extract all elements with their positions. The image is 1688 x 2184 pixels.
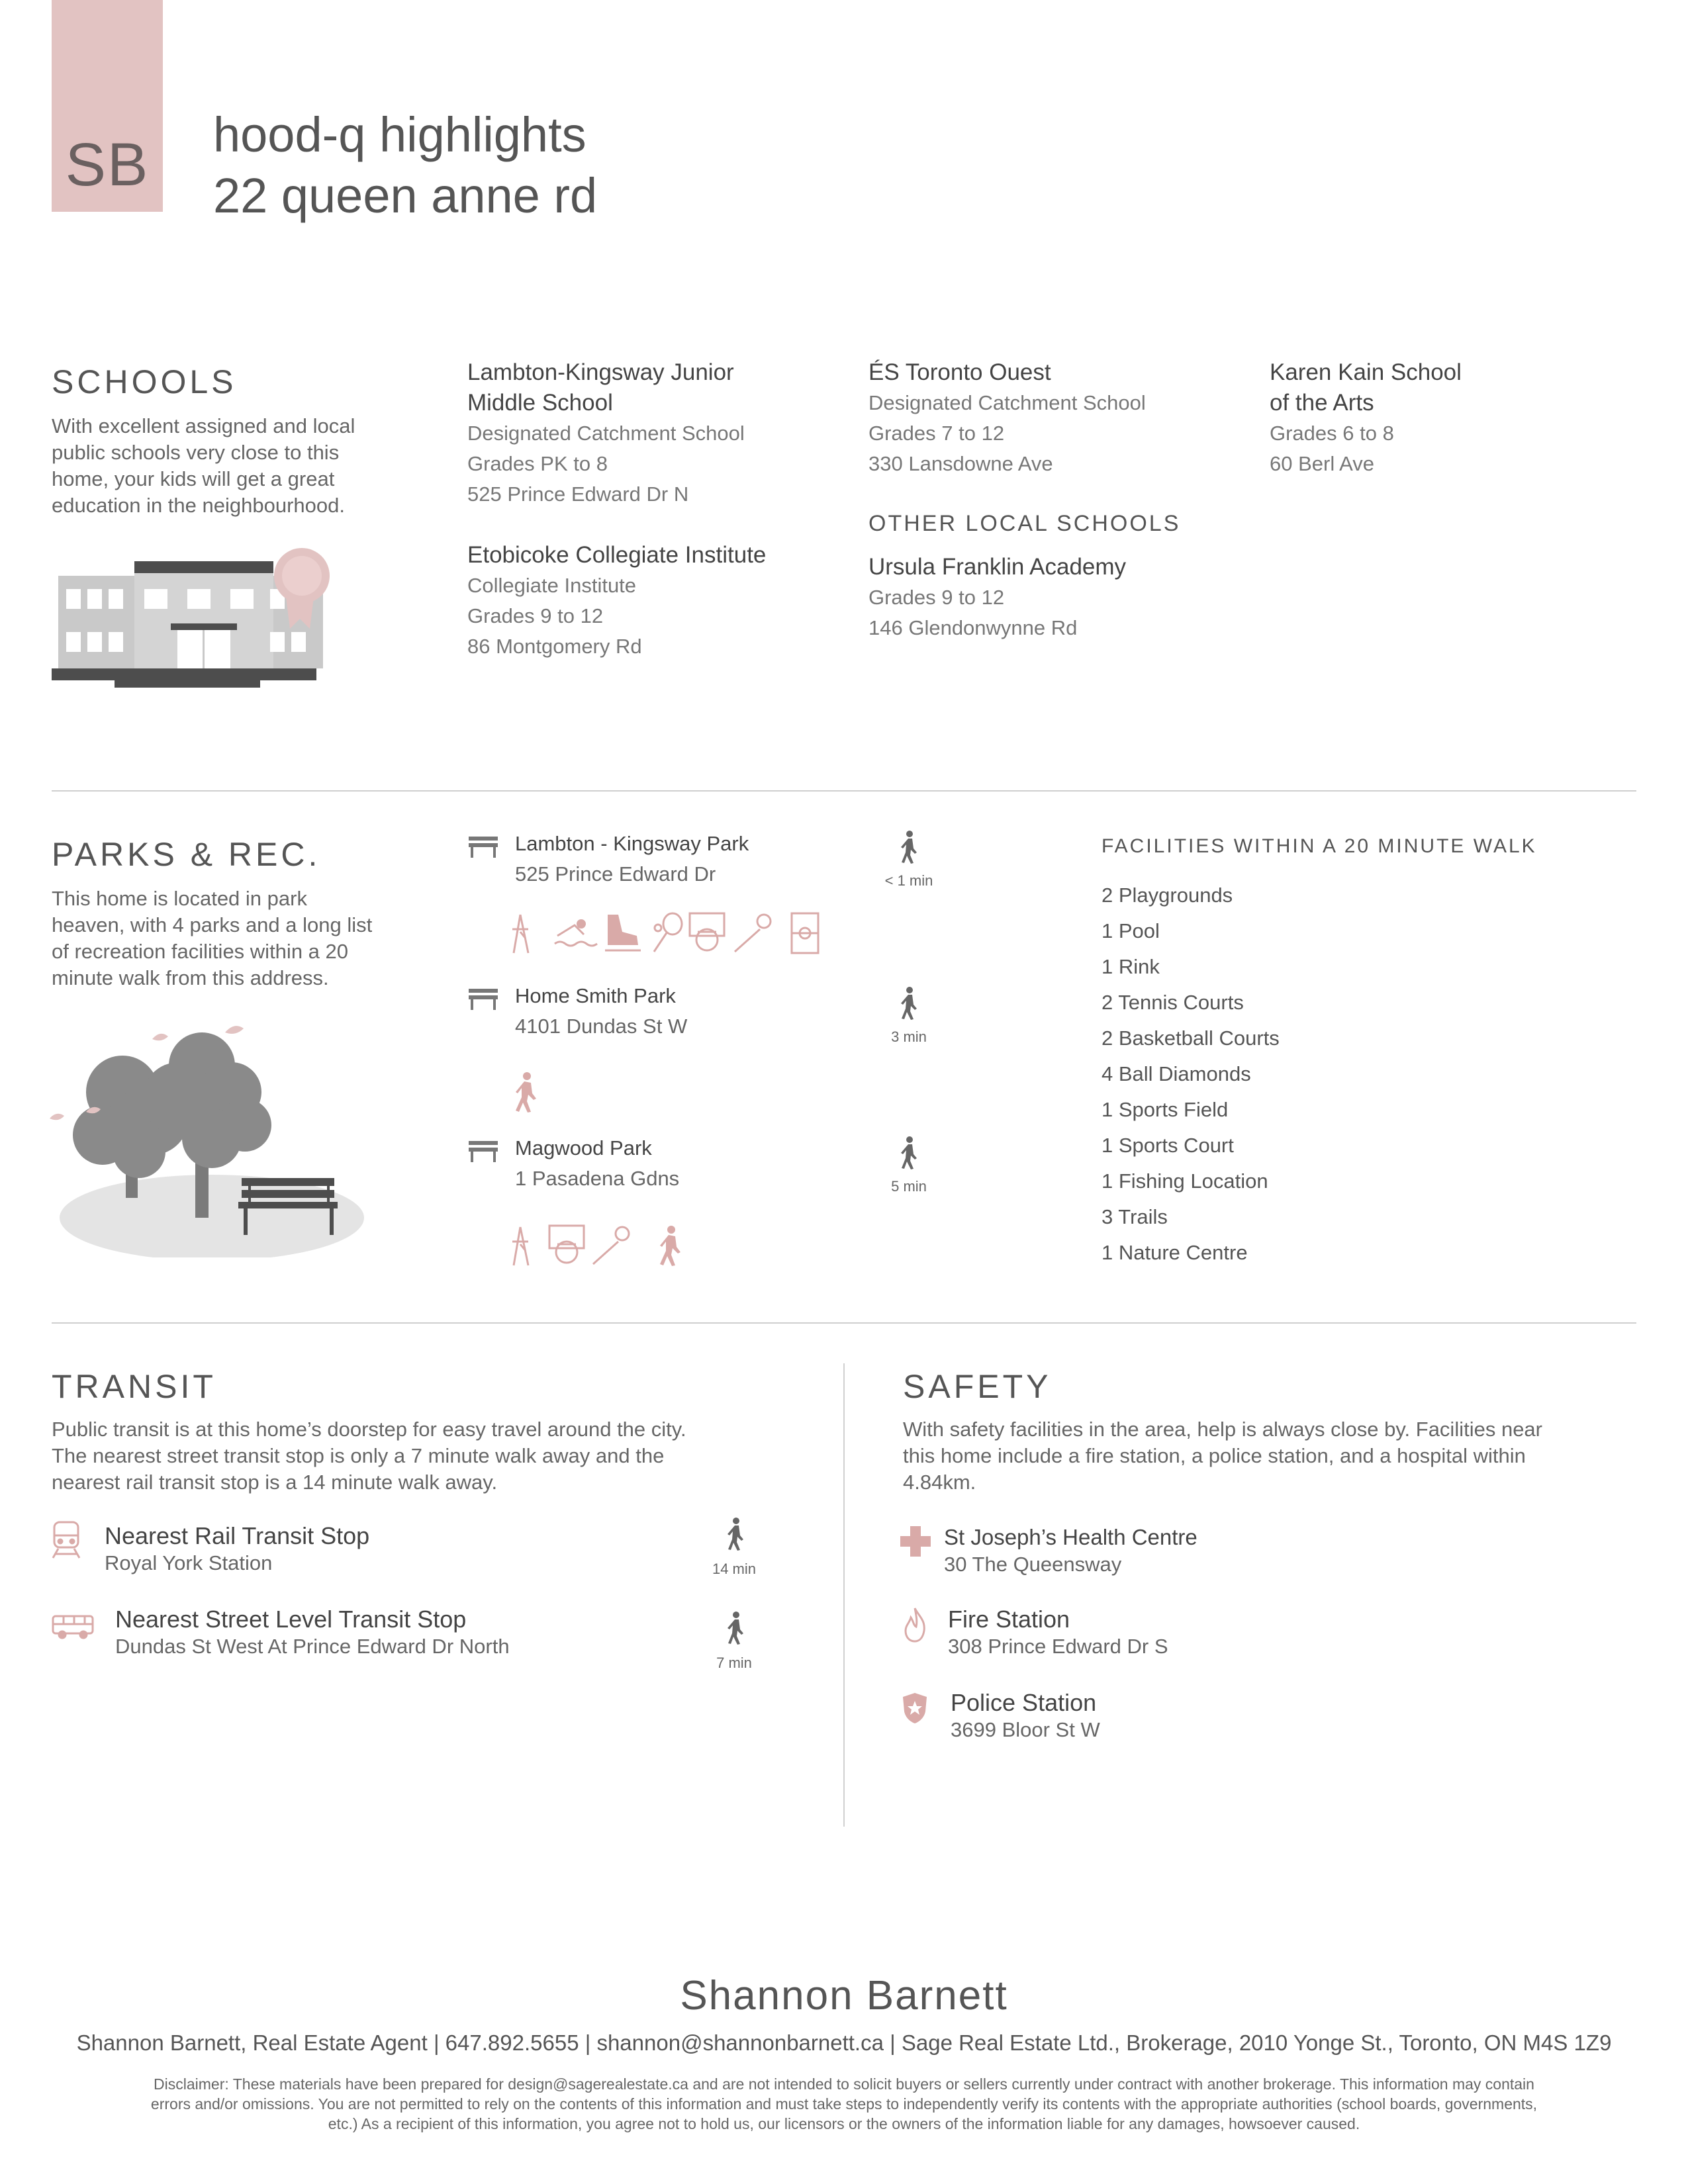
bus-icon <box>52 1614 94 1640</box>
agent-name: Shannon Barnett <box>680 1973 1008 2019</box>
facility-item: 1 Sports Court <box>1102 1134 1234 1157</box>
park-item <box>515 1133 679 1194</box>
agent-contact-line: Shannon Barnett, Real Estate Agent | 647.892.5655 | shannon@shannonbarnett.ca | Sage Real Estate Ltd., Brokerage, 2010 Yonge St., Toronto, ON M4S 1Z9 <box>76 2030 1612 2055</box>
school-name: Ursula Franklin Academy <box>868 554 1127 580</box>
playground-icon <box>512 915 528 953</box>
walk-time: 7 min <box>716 1655 752 1671</box>
park-name: Magwood Park <box>515 1136 652 1160</box>
trail-icon <box>514 1071 538 1113</box>
safety-heading: SAFETY <box>903 1368 1052 1405</box>
rink-icon <box>605 915 641 950</box>
facility-item: 3 Trails <box>1102 1205 1168 1228</box>
park-item <box>515 829 749 889</box>
school-grades: Grades 7 to 12 <box>868 422 1005 445</box>
parks-intro-line: This home is located in park <box>52 887 307 910</box>
tennis-icon <box>654 913 682 952</box>
disclaimer-line: errors and/or omissions. You are not permitted to rely on the contents of this information and must take steps to independently verify its contents with the appropriate authorities (school boards, governments, <box>150 2095 1538 2113</box>
facility-item: 1 Rink <box>1102 955 1160 978</box>
safety-name: St Joseph’s Health Centre <box>944 1525 1197 1549</box>
safety-name: Police Station <box>951 1689 1097 1716</box>
schools-heading: SCHOOLS <box>52 363 237 400</box>
transit-intro-line: nearest rail transit stop is a 14 minute walk away. <box>52 1471 498 1494</box>
transit-heading: TRANSIT <box>52 1368 216 1405</box>
safety-address: 30 The Queensway <box>944 1553 1122 1576</box>
safety-intro-line: With safety facilities in the area, help is always close by. Facilities near <box>903 1418 1542 1441</box>
section-divider <box>52 1322 1636 1324</box>
school-address: 86 Montgomery Rd <box>467 635 642 658</box>
police-badge-icon <box>902 1692 928 1725</box>
park-address: 4101 Dundas St W <box>515 1015 688 1038</box>
schools-intro <box>52 413 355 519</box>
walk-time: 14 min <box>712 1561 757 1577</box>
parks-intro-line: minute walk from this address. <box>52 966 329 989</box>
page-title-line1: hood-q highlights <box>213 107 586 162</box>
hospital-cross-icon <box>899 1525 932 1558</box>
facility-item: 1 Fishing Location <box>1102 1169 1268 1193</box>
logo-initials: SB <box>65 131 150 199</box>
walking-person-icon <box>726 1517 745 1551</box>
walk-time: 5 min <box>891 1178 927 1195</box>
train-icon <box>52 1520 81 1559</box>
basketball-icon <box>690 913 724 950</box>
transit-intro-line: The nearest street transit stop is only a 7 minute walk away and the <box>52 1444 665 1467</box>
walking-person-icon <box>899 830 919 864</box>
transit-address: Dundas St West At Prince Edward Dr North <box>115 1635 510 1658</box>
facility-item: 2 Playgrounds <box>1102 884 1233 907</box>
transit-item <box>105 1522 369 1576</box>
facility-item: 1 Pool <box>1102 919 1160 942</box>
transit-item <box>115 1606 510 1660</box>
safety-item <box>948 1606 1168 1660</box>
other-schools-heading: OTHER LOCAL SCHOOLS <box>868 511 1181 536</box>
transit-name: Nearest Rail Transit Stop <box>105 1522 370 1549</box>
school-name: Karen Kain School <box>1270 359 1462 385</box>
parks-intro-line: heaven, with 4 parks and a long list <box>52 913 373 936</box>
school-address: 525 Prince Edward Dr N <box>467 482 689 506</box>
safety-address: 308 Prince Edward Dr S <box>948 1635 1168 1658</box>
safety-intro-line: 4.84km. <box>903 1471 976 1494</box>
school-name: Lambton-Kingsway Junior <box>467 359 734 385</box>
school-name: of the Arts <box>1270 390 1374 416</box>
school-grades: Grades 9 to 12 <box>868 586 1005 609</box>
safety-item <box>951 1689 1100 1743</box>
facility-icons-row <box>511 1224 683 1268</box>
walking-person-icon <box>899 986 919 1021</box>
school-name: ÉS Toronto Ouest <box>868 359 1051 385</box>
park-name: Home Smith Park <box>515 984 676 1007</box>
schools-intro-line: education in the neighbourhood. <box>52 494 345 517</box>
logo-badge <box>52 0 163 212</box>
disclaimer-line: etc.) As a recipient of this information, you agree not to hold us, our licensors or the owners of the information liable for any damages, howsoever caused. <box>328 2115 1360 2132</box>
transit-name: Nearest Street Level Transit Stop <box>115 1606 467 1633</box>
parks-intro-line: of recreation facilities within a 20 <box>52 940 349 963</box>
schools-intro-line: home, your kids will get a great <box>52 467 335 490</box>
safety-address: 3699 Bloor St W <box>951 1718 1100 1741</box>
school-type: Collegiate Institute <box>467 574 637 597</box>
school-type: Designated Catchment School <box>467 422 745 445</box>
schools-intro-line: public schools very close to this <box>52 441 340 464</box>
school-grades: Grades PK to 8 <box>467 452 608 475</box>
ball-diamond-icon <box>735 915 771 952</box>
disclaimer-line: Disclaimer: These materials have been prepared for design@sagerealestate.ca and are not intended to solicit buyers or sellers currently under contract with another brokerage. This information may contain <box>154 2075 1534 2093</box>
school-name: Etobicoke Collegiate Institute <box>467 542 767 568</box>
walk-time: < 1 min <box>884 872 933 889</box>
sports-field-icon <box>792 913 818 953</box>
park-address: 1 Pasadena Gdns <box>515 1167 680 1190</box>
transit-intro <box>52 1416 833 1496</box>
facility-item: 1 Nature Centre <box>1102 1241 1248 1264</box>
walking-person-icon <box>726 1611 745 1645</box>
schools-intro-line: With excellent assigned and local <box>52 414 355 437</box>
transit-intro-line: Public transit is at this home’s doorstep for easy travel around the city. <box>52 1418 686 1441</box>
school-address: 60 Berl Ave <box>1270 452 1374 475</box>
school-card <box>467 540 865 662</box>
facility-item: 2 Basketball Courts <box>1102 1026 1280 1050</box>
column-divider <box>843 1363 845 1827</box>
safety-intro-line: this home include a fire station, a police station, and a hospital within <box>903 1444 1526 1467</box>
pool-icon <box>555 919 597 946</box>
facility-icons-row <box>511 912 829 956</box>
trail-icon <box>660 1226 680 1266</box>
school-card <box>1270 357 1614 479</box>
parks-heading: PARKS & REC. <box>52 836 321 873</box>
basketball-icon <box>549 1226 584 1263</box>
page-title-line2: 22 queen anne rd <box>213 168 598 223</box>
park-name: Lambton - Kingsway Park <box>515 832 749 855</box>
section-divider <box>52 790 1636 792</box>
park-item <box>515 981 687 1042</box>
school-card <box>868 552 1239 643</box>
park-address: 525 Prince Edward Dr <box>515 862 716 886</box>
safety-name: Fire Station <box>948 1606 1070 1633</box>
facility-item: 1 Sports Field <box>1102 1098 1229 1121</box>
safety-item <box>944 1524 1197 1578</box>
flame-icon <box>902 1606 928 1644</box>
walk-time: 3 min <box>891 1028 927 1045</box>
school-address: 146 Glendonwynne Rd <box>868 616 1078 639</box>
school-grades: Grades 9 to 12 <box>467 604 604 627</box>
ball-diamond-icon <box>593 1227 629 1264</box>
school-building-icon <box>52 543 343 692</box>
school-card <box>868 357 1239 479</box>
parks-intro <box>52 886 372 991</box>
disclaimer <box>52 2074 1636 2134</box>
school-grades: Grades 6 to 8 <box>1270 422 1394 445</box>
facility-item: 4 Ball Diamonds <box>1102 1062 1251 1085</box>
bench-icon <box>467 1140 499 1163</box>
facilities-heading: FACILITIES WITHIN A 20 MINUTE WALK <box>1102 835 1537 857</box>
facilities-list <box>1102 878 1280 1271</box>
playground-icon <box>512 1227 528 1265</box>
page-title <box>213 105 597 226</box>
safety-intro <box>903 1416 1638 1496</box>
bench-icon <box>467 835 499 859</box>
school-address: 330 Lansdowne Ave <box>868 452 1053 475</box>
school-card <box>467 357 838 510</box>
school-type: Designated Catchment School <box>868 391 1146 414</box>
bench-icon <box>467 987 499 1011</box>
facility-item: 2 Tennis Courts <box>1102 991 1244 1014</box>
walking-person-icon <box>899 1136 919 1170</box>
transit-address: Royal York Station <box>105 1551 273 1574</box>
park-tree-illustration <box>46 1019 377 1257</box>
school-name: Middle School <box>467 390 613 416</box>
